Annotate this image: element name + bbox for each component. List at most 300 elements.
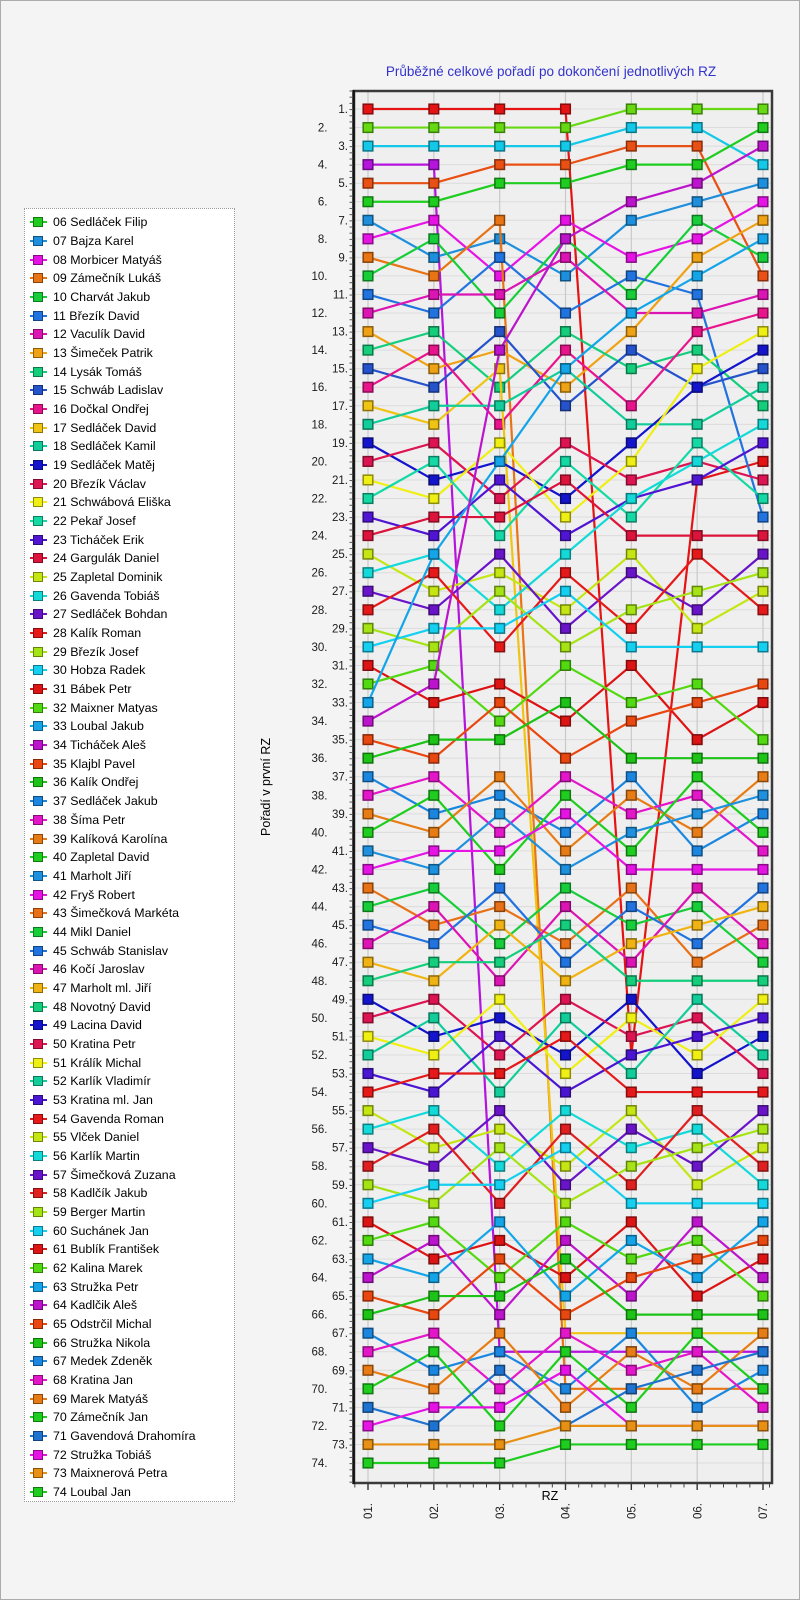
y-tick-label: 5.	[338, 178, 348, 191]
data-point-marker	[363, 160, 373, 170]
data-point-marker	[363, 772, 373, 782]
data-point-marker	[495, 920, 505, 930]
data-point-marker	[692, 1124, 702, 1134]
data-point-marker	[429, 883, 439, 893]
legend-item-label: 23 Ticháček Erik	[53, 532, 144, 547]
data-point-marker	[363, 661, 373, 671]
data-point-marker	[495, 1199, 505, 1209]
data-point-marker	[561, 865, 571, 875]
data-point-marker	[561, 1217, 571, 1227]
data-point-marker	[363, 605, 373, 615]
data-point-marker	[495, 1347, 505, 1357]
data-point-marker	[429, 753, 439, 763]
data-point-marker	[363, 1106, 373, 1116]
y-tick-label: 19.	[332, 437, 348, 450]
data-point-marker	[758, 364, 768, 374]
data-point-marker	[363, 327, 373, 337]
data-point-marker	[627, 846, 637, 856]
data-point-marker	[363, 698, 373, 708]
data-point-marker	[692, 271, 702, 281]
data-point-marker	[495, 772, 505, 782]
y-tick-label: 30.	[311, 641, 328, 654]
data-point-marker	[758, 1143, 768, 1153]
data-point-marker	[495, 141, 505, 151]
data-point-marker	[495, 902, 505, 912]
data-point-marker	[429, 679, 439, 689]
data-point-marker	[758, 197, 768, 207]
data-point-marker	[692, 957, 702, 967]
data-point-marker	[692, 1403, 702, 1413]
data-point-marker	[758, 1384, 768, 1394]
data-point-marker	[363, 1347, 373, 1357]
y-tick-label: 54.	[311, 1087, 328, 1100]
data-point-marker	[758, 1347, 768, 1357]
data-point-marker	[692, 1440, 702, 1450]
data-point-marker	[429, 605, 439, 615]
data-point-marker	[495, 642, 505, 652]
data-point-marker	[692, 939, 702, 949]
data-point-marker	[429, 475, 439, 485]
data-point-marker	[692, 308, 702, 318]
data-point-marker	[363, 976, 373, 986]
data-point-marker	[561, 772, 571, 782]
y-tick-label: 27.	[332, 586, 348, 599]
data-point-marker	[758, 141, 768, 151]
data-point-marker	[429, 586, 439, 596]
data-point-marker	[561, 1421, 571, 1431]
data-point-marker	[363, 790, 373, 800]
data-point-marker	[692, 1328, 702, 1338]
data-point-marker	[692, 290, 702, 300]
data-point-marker	[692, 976, 702, 986]
y-tick-label: 44.	[311, 901, 328, 914]
data-point-marker	[495, 1273, 505, 1283]
data-point-marker	[627, 364, 637, 374]
data-point-marker	[429, 549, 439, 559]
data-point-marker	[692, 457, 702, 467]
data-point-marker	[363, 345, 373, 355]
data-point-marker	[429, 568, 439, 578]
data-point-marker	[429, 957, 439, 967]
data-point-marker	[692, 438, 702, 448]
data-point-marker	[758, 290, 768, 300]
data-point-marker	[692, 549, 702, 559]
y-tick-label: 28.	[311, 604, 328, 617]
data-point-marker	[429, 1217, 439, 1227]
data-point-marker	[692, 160, 702, 170]
data-point-marker	[627, 531, 637, 541]
data-point-marker	[363, 1421, 373, 1431]
legend-item-label: 69 Marek Matyáš	[53, 1391, 149, 1406]
data-point-marker	[495, 809, 505, 819]
data-point-marker	[561, 345, 571, 355]
data-point-marker	[429, 531, 439, 541]
data-point-marker	[692, 1032, 702, 1042]
data-point-marker	[627, 253, 637, 263]
legend-item-label: 47 Marholt ml. Jiří	[53, 980, 152, 995]
data-point-marker	[429, 327, 439, 337]
legend-item-label: 17 Sedláček David	[53, 420, 157, 435]
data-point-marker	[627, 1217, 637, 1227]
data-point-marker	[495, 1106, 505, 1116]
y-tick-label: 31.	[332, 660, 348, 673]
data-point-marker	[627, 345, 637, 355]
y-tick-label: 17.	[332, 400, 348, 413]
data-point-marker	[495, 438, 505, 448]
data-point-marker	[363, 642, 373, 652]
data-point-marker	[429, 1273, 439, 1283]
data-point-marker	[692, 1421, 702, 1431]
legend-item-label: 66 Stružka Nikola	[53, 1335, 151, 1350]
data-point-marker	[429, 1143, 439, 1153]
data-point-marker	[495, 846, 505, 856]
data-point-marker	[561, 1013, 571, 1023]
data-point-marker	[692, 698, 702, 708]
y-tick-label: 22.	[311, 493, 328, 506]
data-point-marker	[495, 123, 505, 133]
data-point-marker	[758, 1217, 768, 1227]
data-point-marker	[758, 512, 768, 522]
data-point-marker	[429, 512, 439, 522]
data-point-marker	[627, 1236, 637, 1246]
data-point-marker	[495, 624, 505, 634]
data-point-marker	[495, 1143, 505, 1153]
y-tick-label: 65.	[332, 1291, 348, 1304]
data-point-marker	[495, 790, 505, 800]
data-point-marker	[561, 401, 571, 411]
legend-item-label: 73 Maixnerová Petra	[53, 1466, 168, 1481]
y-tick-label: 72.	[311, 1420, 328, 1433]
data-point-marker	[363, 1254, 373, 1264]
data-point-marker	[495, 1180, 505, 1190]
data-point-marker	[429, 735, 439, 745]
data-point-marker	[363, 995, 373, 1005]
data-point-marker	[561, 178, 571, 188]
data-point-marker	[692, 1087, 702, 1097]
data-point-marker	[561, 327, 571, 337]
legend-item-label: 27 Sedláček Bohdan	[53, 607, 168, 622]
data-point-marker	[363, 828, 373, 838]
legend-item-label: 43 Šimečková Markéta	[53, 906, 180, 921]
data-point-marker	[429, 1050, 439, 1060]
data-point-marker	[495, 865, 505, 875]
data-point-marker	[429, 939, 439, 949]
y-tick-label: 29.	[332, 623, 348, 636]
data-point-marker	[363, 865, 373, 875]
data-point-marker	[692, 1384, 702, 1394]
data-point-marker	[692, 197, 702, 207]
data-point-marker	[429, 624, 439, 634]
data-point-marker	[758, 1087, 768, 1097]
data-point-marker	[627, 1310, 637, 1320]
data-point-marker	[758, 494, 768, 504]
data-point-marker	[758, 642, 768, 652]
data-point-marker	[758, 1013, 768, 1023]
data-point-marker	[758, 976, 768, 986]
data-point-marker	[495, 1421, 505, 1431]
y-tick-label: 4.	[317, 159, 328, 172]
data-point-marker	[495, 1236, 505, 1246]
data-point-marker	[495, 568, 505, 578]
y-tick-label: 43.	[332, 883, 348, 896]
legend-item-label: 25 Zapletal Dominik	[53, 570, 163, 585]
legend-item-label: 09 Zámečník Lukáš	[53, 271, 162, 286]
y-tick-label: 47.	[332, 957, 348, 970]
legend-item-label: 50 Kratina Petr	[53, 1036, 136, 1051]
legend-item-label: 29 Březík Josef	[53, 644, 139, 659]
legend-item-label: 58 Kadlčík Jakub	[53, 1186, 148, 1201]
legend-item-label: 40 Zapletal David	[53, 850, 150, 865]
legend-item-label: 55 Vlček Daniel	[53, 1130, 140, 1145]
y-tick-label: 20.	[311, 456, 328, 469]
data-point-marker	[692, 902, 702, 912]
data-point-marker	[429, 1087, 439, 1097]
data-point-marker	[363, 883, 373, 893]
x-tick-label: 03.	[494, 1503, 507, 1519]
data-point-marker	[363, 1403, 373, 1413]
data-point-marker	[627, 215, 637, 225]
data-point-marker	[495, 1050, 505, 1060]
y-tick-label: 25.	[332, 549, 348, 562]
data-point-marker	[363, 215, 373, 225]
data-point-marker	[363, 1291, 373, 1301]
y-tick-label: 68.	[311, 1346, 328, 1359]
data-point-marker	[758, 1328, 768, 1338]
data-point-marker	[758, 253, 768, 263]
data-point-marker	[758, 772, 768, 782]
data-point-marker	[627, 308, 637, 318]
data-point-marker	[363, 846, 373, 856]
data-point-marker	[429, 995, 439, 1005]
data-point-marker	[495, 290, 505, 300]
y-axis-labels	[312, 104, 349, 1470]
legend-item-label: 53 Kratina ml. Jan	[53, 1092, 153, 1107]
data-point-marker	[363, 1217, 373, 1227]
data-point-marker	[363, 123, 373, 133]
y-tick-label: 6.	[317, 196, 328, 209]
legend-item-label: 64 Kadlčik Aleš	[53, 1298, 138, 1313]
data-point-marker	[758, 531, 768, 541]
data-point-marker	[758, 382, 768, 392]
data-point-marker	[627, 605, 637, 615]
data-point-marker	[758, 957, 768, 967]
data-point-marker	[561, 661, 571, 671]
y-tick-label: 7.	[338, 215, 348, 228]
legend-item-label: 45 Schwáb Stanislav	[53, 943, 169, 958]
data-point-marker	[627, 772, 637, 782]
data-point-marker	[363, 568, 373, 578]
data-point-marker	[495, 1217, 505, 1227]
y-tick-label: 32.	[311, 678, 328, 691]
legend-item-label: 19 Sedláček Matěj	[53, 458, 155, 473]
legend-item-label: 24 Gargulák Daniel	[53, 551, 160, 566]
legend-item-label: 32 Maixner Matyas	[53, 700, 158, 715]
data-point-marker	[561, 215, 571, 225]
data-point-marker	[692, 364, 702, 374]
legend-item-label: 14 Lysák Tomáš	[53, 364, 142, 379]
data-point-marker	[758, 327, 768, 337]
data-point-marker	[627, 939, 637, 949]
data-point-marker	[495, 1291, 505, 1301]
data-point-marker	[758, 178, 768, 188]
data-point-marker	[363, 364, 373, 374]
y-tick-label: 33.	[332, 697, 348, 710]
data-point-marker	[363, 679, 373, 689]
data-point-marker	[692, 790, 702, 800]
x-axis-ticks	[355, 1484, 770, 1490]
data-point-marker	[627, 883, 637, 893]
data-point-marker	[627, 1347, 637, 1357]
data-point-marker	[758, 271, 768, 281]
legend-item-label: 71 Gavendová Drahomíra	[53, 1429, 196, 1443]
data-point-marker	[363, 735, 373, 745]
data-point-marker	[758, 698, 768, 708]
data-point-marker	[429, 1365, 439, 1375]
data-point-marker	[627, 716, 637, 726]
data-point-marker	[429, 1199, 439, 1209]
y-tick-label: 55.	[332, 1105, 348, 1118]
data-point-marker	[758, 828, 768, 838]
data-point-marker	[561, 1347, 571, 1357]
data-point-marker	[363, 1124, 373, 1134]
data-point-marker	[495, 716, 505, 726]
y-tick-label: 38.	[311, 790, 328, 803]
data-point-marker	[429, 308, 439, 318]
data-point-marker	[495, 1013, 505, 1023]
data-point-marker	[363, 494, 373, 504]
y-tick-label: 39.	[332, 808, 348, 821]
data-point-marker	[758, 1365, 768, 1375]
data-point-marker	[495, 1032, 505, 1042]
legend-item-label: 20 Březík Václav	[53, 476, 146, 491]
y-tick-label: 49.	[332, 994, 348, 1007]
legend-item-label: 21 Schwábová Eliška	[53, 495, 171, 510]
data-point-marker	[363, 1273, 373, 1283]
data-point-marker	[627, 1161, 637, 1171]
data-point-marker	[692, 1199, 702, 1209]
data-point-marker	[561, 586, 571, 596]
data-point-marker	[758, 790, 768, 800]
legend-item-label: 63 Stružka Petr	[53, 1279, 139, 1294]
data-point-marker	[561, 1384, 571, 1394]
data-point-marker	[758, 883, 768, 893]
data-point-marker	[561, 1087, 571, 1097]
y-tick-label: 74.	[311, 1458, 328, 1471]
data-point-marker	[363, 401, 373, 411]
data-point-marker	[627, 624, 637, 634]
data-point-marker	[363, 586, 373, 596]
legend-item-label: 72 Stružka Tobiáš	[53, 1447, 152, 1462]
data-point-marker	[363, 716, 373, 726]
legend-item-label: 13 Šimeček Patrik	[53, 346, 153, 361]
data-point-marker	[429, 976, 439, 986]
data-point-marker	[429, 494, 439, 504]
data-point-marker	[429, 382, 439, 392]
data-point-marker	[363, 1365, 373, 1375]
data-point-marker	[561, 1199, 571, 1209]
data-point-marker	[495, 475, 505, 485]
data-point-marker	[758, 1199, 768, 1209]
data-point-marker	[758, 1440, 768, 1450]
data-point-marker	[363, 1032, 373, 1042]
data-point-marker	[429, 123, 439, 133]
y-tick-label: 63.	[332, 1253, 348, 1266]
data-point-marker	[758, 679, 768, 689]
data-point-marker	[758, 475, 768, 485]
data-point-marker	[627, 475, 637, 485]
data-point-marker	[758, 1403, 768, 1413]
data-point-marker	[627, 642, 637, 652]
y-tick-label: 57.	[332, 1142, 348, 1155]
legend-item-label: 44 Mikl Daniel	[53, 924, 131, 939]
data-point-marker	[627, 920, 637, 930]
data-point-marker	[561, 1236, 571, 1246]
legend-item-label: 22 Pekař Josef	[53, 514, 136, 529]
data-point-marker	[627, 438, 637, 448]
y-tick-label: 9.	[338, 252, 348, 265]
y-tick-label: 52.	[311, 1049, 328, 1062]
legend-item-label: 08 Morbicer Matyáš	[53, 252, 162, 267]
data-point-marker	[561, 698, 571, 708]
x-tick-label: 05.	[626, 1503, 639, 1519]
data-point-marker	[561, 271, 571, 281]
data-point-marker	[363, 253, 373, 263]
data-point-marker	[692, 382, 702, 392]
data-point-marker	[692, 624, 702, 634]
data-point-marker	[363, 512, 373, 522]
legend-item-label: 06 Sedláček Filip	[53, 215, 148, 230]
data-point-marker	[429, 1440, 439, 1450]
y-tick-label: 73.	[332, 1439, 348, 1452]
data-point-marker	[495, 883, 505, 893]
y-tick-label: 23.	[332, 512, 348, 525]
y-tick-label: 16.	[311, 382, 328, 395]
data-point-marker	[429, 345, 439, 355]
data-point-marker	[561, 253, 571, 263]
data-point-marker	[561, 104, 571, 114]
data-point-marker	[692, 1254, 702, 1264]
y-tick-label: 10.	[311, 270, 328, 283]
data-point-marker	[692, 1069, 702, 1079]
data-point-marker	[758, 865, 768, 875]
legend-item-label: 48 Novotný David	[53, 999, 151, 1014]
data-point-marker	[758, 1106, 768, 1116]
data-point-marker	[758, 420, 768, 430]
data-point-marker	[627, 290, 637, 300]
data-point-marker	[429, 1106, 439, 1116]
data-point-marker	[429, 234, 439, 244]
data-point-marker	[429, 457, 439, 467]
y-tick-label: 66.	[311, 1309, 328, 1322]
y-tick-label: 3.	[338, 141, 348, 154]
data-point-marker	[561, 883, 571, 893]
data-point-marker	[692, 104, 702, 114]
y-tick-label: 60.	[311, 1198, 328, 1211]
data-point-marker	[495, 160, 505, 170]
data-point-marker	[429, 1013, 439, 1023]
data-point-marker	[627, 401, 637, 411]
data-point-marker	[429, 1347, 439, 1357]
y-tick-label: 1.	[338, 104, 348, 116]
data-point-marker	[429, 1032, 439, 1042]
data-point-marker	[561, 976, 571, 986]
y-tick-label: 8.	[317, 233, 328, 246]
x-axis-title: RZ	[541, 1489, 559, 1503]
data-point-marker	[495, 215, 505, 225]
data-point-marker	[495, 178, 505, 188]
data-point-marker	[429, 438, 439, 448]
data-point-marker	[561, 457, 571, 467]
